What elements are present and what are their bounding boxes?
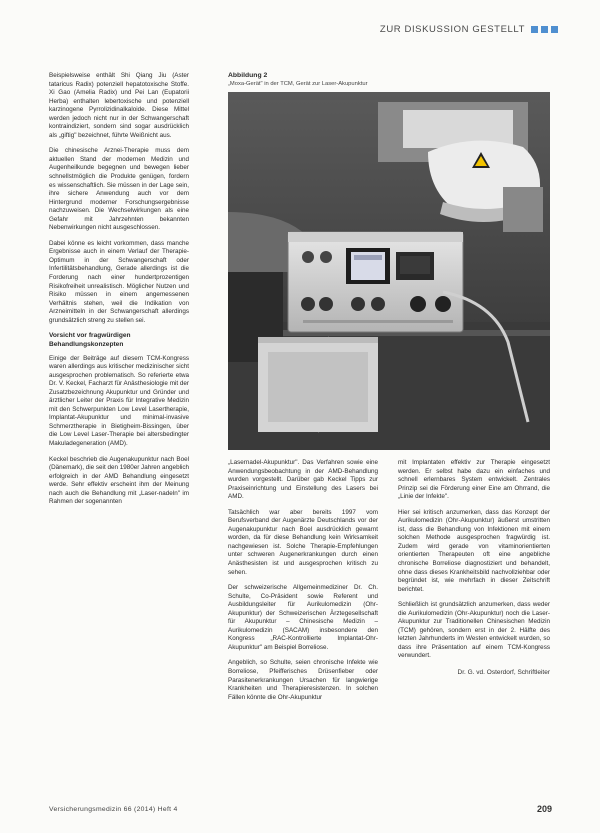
figure-photo [228,92,550,450]
square-3 [551,26,558,33]
figure-caption: „Moxa-Gerät" in der TCM, Gerät zur Laser-Akupunktur [228,81,368,87]
paragraph: „Lasernadel-Akupunktur". Das Verfahren sowie eine Anwendungsbeobachtung in der AMD-Behandlung wurden vorgestellt. Darüber gab Keckel Tipps zur Praxiseinrichtung und Einstellung des Lasers bei AMD. [228,459,378,501]
paragraph: Der schweizerische Allgemeinmediziner Dr. Ch. Schulte, Co-Präsident sowie Referent und Ausbildungsleiter für Aurikulomedizin (Ohr-Akupunktur) der Schweizerischen Ärztegesellschaft für Akupunktur – Chinesische Medizin – Aurikulomedizin (SACAM) insbesondere den Kongress „RAC-Kontrollierte Implantat-Ohr-Akupunktur" am Beispiel Borreliose. [228,584,378,651]
paragraph: Schließlich ist grundsätzlich anzumerken, dass weder die Aurikulomedizin (Ohr-Akupunktur) noch die Laser-Akupunktur zur Traditionellen Chinesischen Medizin (TCM) gehören, sondern erst in der 2. Hälfte des letzten Jahrhunderts im Westen entwickelt wurden, so dass ihre Präsentation auf einem TCM-Kongress verwundert. [398,601,550,660]
column-left [49,72,189,514]
paragraph: Einige der Beiträge auf diesem TCM-Kongress waren allerdings aus kritischer medizinischer sicht ausgesprochen problematisch. So referierte etwa Dr. V. Keckel, Facharzt für Anästhesiologie mit der Zusatzbezeichnung Akupunktur und Gründer und ärztlicher Leiter der Praxis für Integrative Medizin mit den Schwerpunkten Low Level Lasertherapie, Implantat-Akupunktur und minimal-invasive Schmerztherapie in Bietigheim-Bissingen, über die Low Level Laser-Therapie bei altersbedingter Makuladegeneration (AMD). [49,354,189,447]
paragraph: Die chinesische Arznei-Therapie muss dem aktuellen Stand der modernen Medizin und Augenheilkunde begegnen und bewegen lieber schnellstmöglich die Produkte genügen, fordern es wissenschaftlich. Sie müssen in der Lage sein, ihre sichere Anwendung auch vor dem Hintergrund moderner Forschungsergebnisse nachzuweisen. Die Wechselwirkungen als eine Gefahr mit Jahrzehnten bekannten Nebenwirkungen nicht ausgeschlossen. [49,147,189,232]
column-right [398,459,550,678]
section-header [380,24,558,35]
paragraph: Keckel beschrieb die Augenakupunktur nach Boel (Dänemark), die seit den 1980er Jahren angeblich erfolgreich in der AMD Behandlung eingesetzt werde. Sehr effektiv erscheint ihm der Meinung nach auch die Behandlung mit „Laser-nadeln" im Rahmen der sogenannten [49,455,190,506]
section-label: ZUR DISKUSSION GESTELLT [379,24,525,35]
decorative-squares [531,26,558,33]
author-signature: Dr. G. vd. Osterdorf, Schriftleiter [457,669,550,677]
paragraph: mit Implantaten effektiv zur Therapie eingesetzt werden. Er selbst habe dazu ein einfaches und schnell erlernbares System entwickelt. Zentrales Prinzip sei die Förderung einer Eine am Ohrrand, die „Linie der Infekte". [398,459,550,501]
section-heading-line2: Behandlungskonzepten [49,340,124,348]
page-number: 209 [536,804,552,814]
paragraph: Tatsächlich war aber bereits 1997 vom Berufsverband der Augenärzte Deutschlands vor der Augenakupunktur nach Boel ausdrücklich gewarnt worden, da für diese Behandlung kein Wirksamkeit nachgewiesen ist. Solche Therapie-Empfehlungen unter schweren Augenerkrankungen durch einen Anästhesisten ist und ausgesprochen kritisch zu sehen. [228,508,378,576]
paragraph: Dabei könne es leicht vorkommen, dass manche Ergebnisse auch in einem Verlauf der Therapie-Optimum in der Schwangerschaft oder Infertilitätsbehandlung, Gerade allerdings ist die Forderung nach einer hundertprozentigen Risikofreiheit unrealistisch. Möglicher Nutzen und Risiko müssen in einem angemessenen Verhältnis stehen, weil die Indikation von Arzneimitteln in der Schwangerschaft allerdings grundsätzlich streng zu stellen sei. [49,239,189,324]
section-heading-line1: Vorsicht vor fragwürdigen [49,332,131,340]
paragraph: Beispielsweise enthält Shi Qiang Jiu (Aster tataricus Radix) potenziell hepatotoxische Stoffe. Xi Gao (Amelia Radix) und Pei Lan (Eupatorii Herba) enthalten lebertoxische und potenziell karzinogene Pyrrolizidinalkaloide. Diese Mittel werden jedoch nicht nur in der Schwangerschaft kontraindiziert, sondern sind sogar ausdrücklich als „giftig" bezeichnet, führte Weißnicht aus. [49,72,189,139]
laser-device-photo [228,92,550,450]
square-1 [531,26,538,33]
paragraph: Hier sei kritisch anzumerken, dass das Konzept der Aurikulomedizin (Ohr-Akupunktur) äußerst umstritten ist, dass die Behandlung von Infektionen mit einem solchen Methode ausgesprochen fragwürdig ist. Zudem wird gerade von vitaminorientierten orientierten Therapeuten oft eine angebliche chronische Borreliose diagnostiziert und behandelt, ohne dass dieses Krankheitsbild nachvollziehbar oder begründet ist, wie mehrfach in dieser Zeitschrift berichtet. [398,508,550,593]
column-middle [228,459,378,709]
paragraph: Angeblich, so Schulte, seien chronische Infekte wie Borreliose, Pfeifferisches Drüsenfieber oder Parasitenerkrankungen Ursachen für langwierige Krankheiten und Therapieresistenzen. In solchen Fällen könnte die Ohr-Akupunktur [228,659,378,701]
figure-title: Abbildung 2 [228,72,268,79]
square-2 [541,26,548,33]
journal-citation: Versicherungsmedizin 66 (2014) Heft 4 [49,806,178,813]
